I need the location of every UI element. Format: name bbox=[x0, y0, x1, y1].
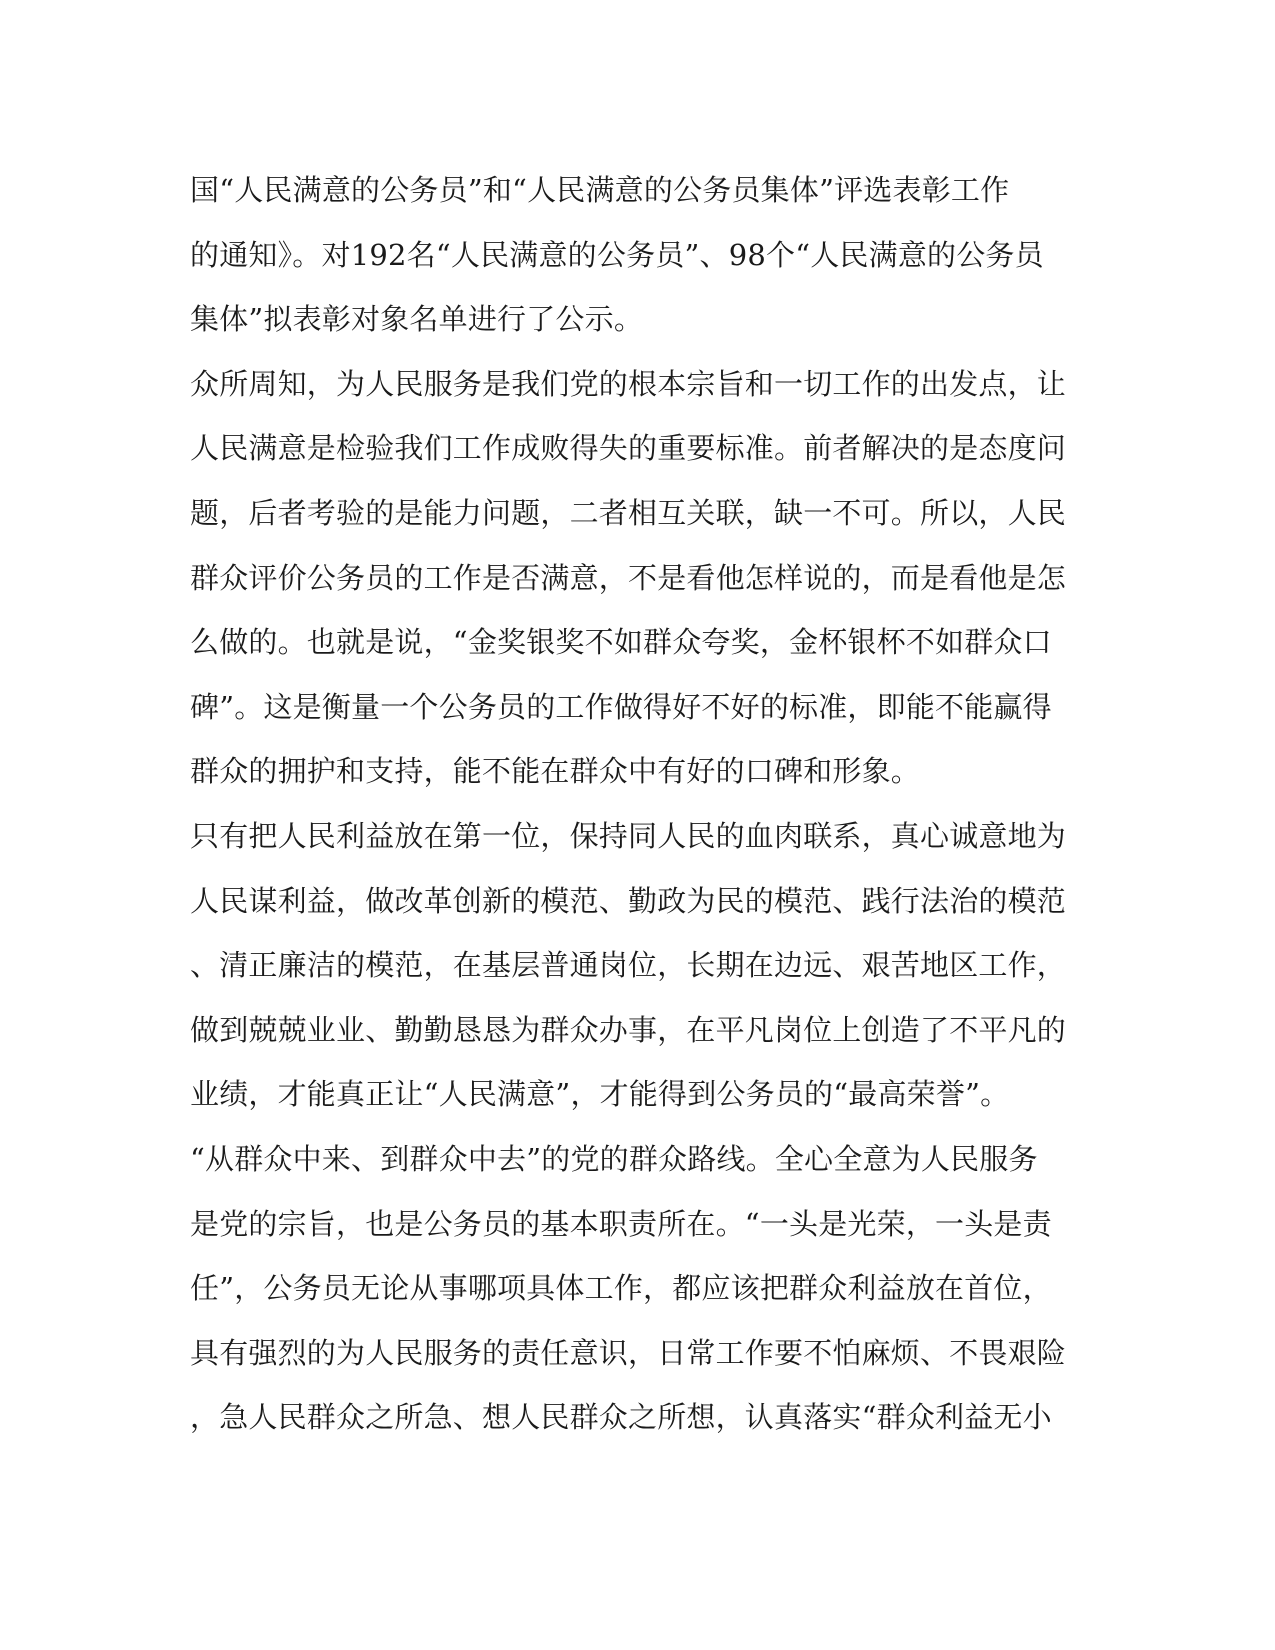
text-line: 集体”拟表彰对象名单进行了公示。 bbox=[190, 302, 644, 337]
text-line: 做到兢兢业业、勤勤恳恳为群众办事，在平凡岗位上创造了不平凡的 bbox=[190, 1012, 1067, 1047]
text-line: 碑”。这是衡量一个公务员的工作做得好不好的标准，即能不能赢得 bbox=[190, 689, 1052, 724]
text-line: 人民谋利益，做改革创新的模范、勤政为民的模范、践行法治的模范 bbox=[190, 883, 1067, 918]
text-line: 人民满意是检验我们工作成败得失的重要标准。前者解决的是态度问 bbox=[190, 431, 1067, 466]
text-line: 、清正廉洁的模范，在基层普通岗位，长期在边远、艰苦地区工作， bbox=[190, 948, 1067, 983]
text-line: 具有强烈的为人民服务的责任意识，日常工作要不怕麻烦、不畏艰险 bbox=[190, 1335, 1067, 1370]
body-text bbox=[190, 158, 1090, 1450]
text-line: 群众的拥护和支持，能不能在群众中有好的口碑和形象。 bbox=[190, 754, 921, 789]
text-line: 众所周知，为人民服务是我们党的根本宗旨和一切工作的出发点，让 bbox=[190, 366, 1067, 401]
text-line: 任”，公务员无论从事哪项具体工作，都应该把群众利益放在首位， bbox=[190, 1271, 1052, 1306]
text-line: 么做的。也就是说，“金奖银奖不如群众夸奖，金杯银杯不如群众口 bbox=[190, 625, 1052, 660]
text-line: 群众评价公务员的工作是否满意，不是看他怎样说的，而是看他是怎 bbox=[190, 560, 1067, 595]
text-line: 业绩，才能真正让“人民满意”，才能得到公务员的“最高荣誉”。 bbox=[190, 1077, 1010, 1112]
text-line: ，急人民群众之所急、想人民群众之所想，认真落实“群众利益无小 bbox=[190, 1400, 1052, 1435]
text-line: 国“人民满意的公务员”和“人民满意的公务员集体”评选表彰工作 bbox=[190, 173, 1010, 207]
text-line: 是党的宗旨，也是公务员的基本职责所在。“一头是光荣，一头是责 bbox=[190, 1206, 1052, 1241]
text-line: 的通知》。对192名“人民满意的公务员”、98个“人民满意的公务员 bbox=[190, 237, 1044, 272]
text-line: 只有把人民利益放在第一位，保持同人民的血肉联系，真心诚意地为 bbox=[190, 818, 1067, 853]
text-line: 题，后者考验的是能力问题，二者相互关联，缺一不可。所以，人民 bbox=[190, 495, 1067, 530]
text-line: “从群众中来、到群众中去”的党的群众路线。全心全意为人民服务 bbox=[190, 1141, 1038, 1176]
